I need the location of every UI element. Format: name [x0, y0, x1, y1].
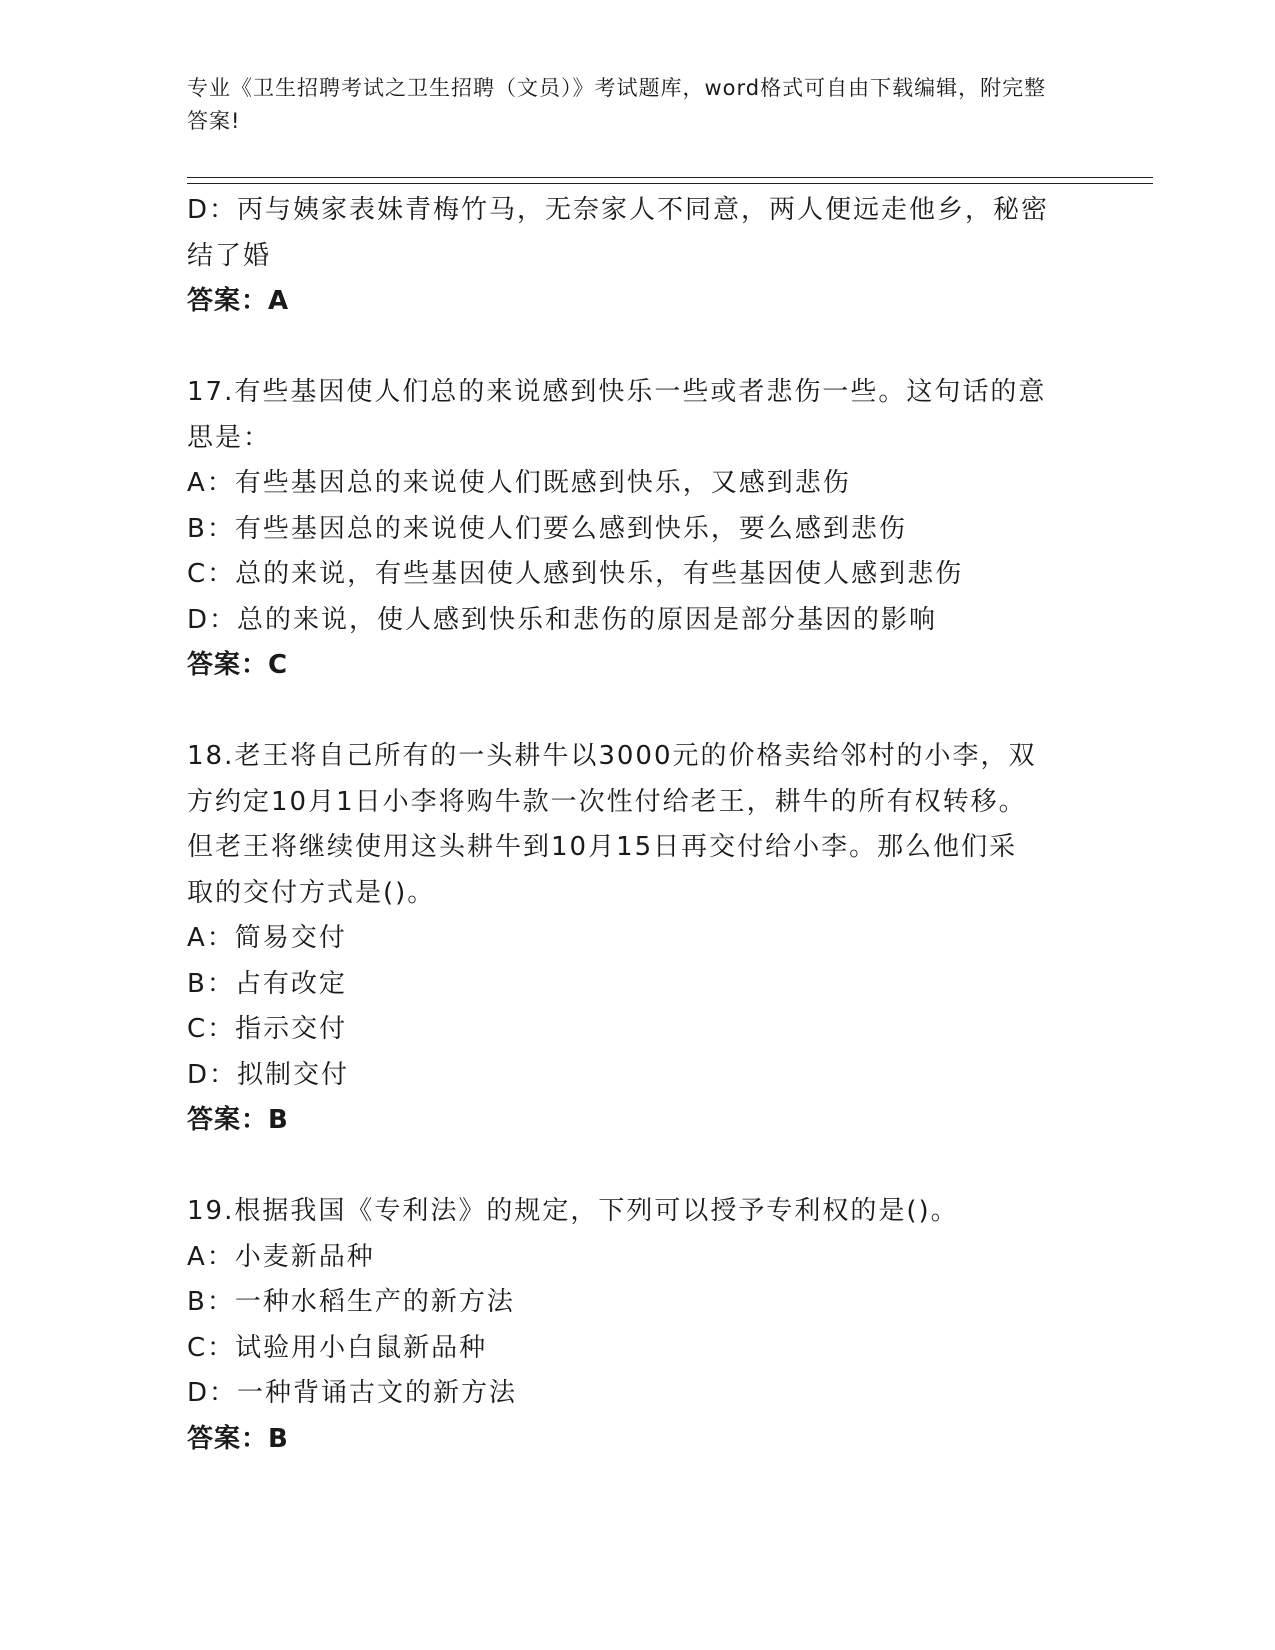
- question-19-option-b: B：一种水稻生产的新方法: [187, 1287, 515, 1317]
- option-d-line2: 结了婚: [187, 240, 272, 271]
- question-17-stem-line1: 17.有些基因使人们总的来说感到快乐一些或者悲伤一些。这句话的意: [187, 377, 1047, 407]
- question-18-answer: 答案：B: [187, 1105, 289, 1135]
- header-divider-bottom: [187, 183, 1153, 184]
- answer: 答案：A: [187, 286, 290, 316]
- question-19-answer: 答案：B: [187, 1423, 289, 1454]
- question-18-option-a: A：简易交付: [187, 923, 347, 953]
- question-17-option-b: B：有些基因总的来说使人们要么感到快乐，要么感到悲伤: [187, 513, 907, 544]
- spacer: [187, 1144, 1087, 1190]
- header-divider-top: [187, 177, 1153, 178]
- question-18-stem-line2: 方约定10月1日小李将购牛款一次性付给老王，耕牛的所有权转移。: [187, 786, 1027, 817]
- question-17-answer: 答案：C: [187, 650, 289, 680]
- question-19-option-a: A：小麦新品种: [187, 1241, 375, 1272]
- question-18-option-c: C：指示交付: [187, 1014, 348, 1044]
- question-18-option-d: D：拟制交付: [187, 1059, 350, 1090]
- option-d-line1: D：丙与姨家表妹青梅竹马，无奈家人不同意，两人便远走他乡，秘密: [187, 195, 1050, 225]
- page-header: 专业《卫生招聘考试之卫生招聘（文员）》考试题库，word格式可自由下载编辑，附完整答案!: [187, 76, 1047, 133]
- question-19-option-c: C：试验用小白鼠新品种: [187, 1332, 488, 1363]
- question-content: [187, 188, 1087, 1462]
- question-19-stem-line1: 19.根据我国《专利法》的规定，下列可以授予专利权的是()。: [187, 1196, 959, 1226]
- question-18-stem-line1: 18.老王将自己所有的一头耕牛以3000元的价格卖给邻村的小李，双: [187, 741, 1037, 771]
- question-17-option-a: A：有些基因总的来说使人们既感到快乐，又感到悲伤: [187, 468, 851, 498]
- question-19-option-d: D：一种背诵古文的新方法: [187, 1378, 518, 1408]
- question-17-option-c: C：总的来说，有些基因使人感到快乐，有些基因使人感到悲伤: [187, 559, 964, 589]
- question-18-option-b: B：占有改定: [187, 968, 347, 999]
- question-18-stem-line4: 取的交付方式是()。: [187, 877, 436, 908]
- spacer: [187, 325, 1087, 371]
- spacer: [187, 689, 1087, 735]
- question-17-option-d: D：总的来说，使人感到快乐和悲伤的原因是部分基因的影响: [187, 604, 938, 635]
- question-17-stem-line2: 思是：: [187, 422, 272, 453]
- question-18-stem-line3: 但老王将继续使用这头耕牛到10月15日再交付给小李。那么他们采: [187, 832, 1018, 862]
